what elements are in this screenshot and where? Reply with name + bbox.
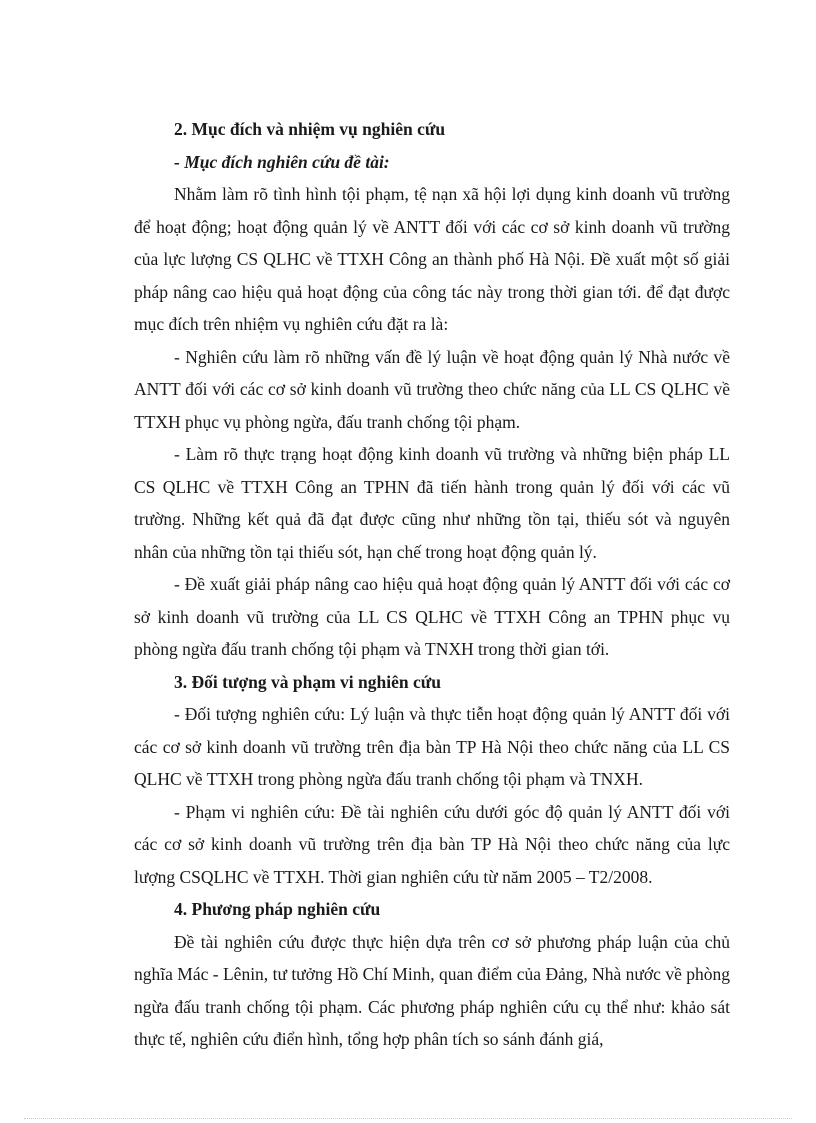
section-heading-methods: 4. Phương pháp nghiên cứu: [174, 899, 381, 919]
section-heading-scope: 3. Đối tượng và phạm vi nghiên cứu: [174, 671, 441, 692]
paragraph: - Nghiên cứu làm rõ những vấn đề lý luận về hoạt động quản lý Nhà nước về ANTT đối với các cơ sở kinh doanh vũ trường theo chức năng của LL CS QLHC về TTXH phục vụ phòng ngừa, đấu tranh chống tội phạm.: [134, 346, 730, 432]
section-heading-purpose: 2. Mục đích và nhiệm vụ nghiên cứu: [174, 119, 446, 139]
document-body: [134, 113, 730, 1056]
paragraph: Đề tài nghiên cứu được thực hiện dựa trên cơ sở phương pháp luận của chủ nghĩa Mác - Lênin, tư tưởng Hồ Chí Minh, quan điểm của Đảng, Nhà nước về phòng ngừa đấu tranh chống tội phạm. Các phương pháp nghiên cứu cụ thể như: khảo sát thực tế, nghiên cứu điển hình, tổng hợp phân tích so sánh đánh giá,: [134, 931, 730, 1049]
paragraph: - Phạm vi nghiên cứu: Đề tài nghiên cứu dưới góc độ quản lý ANTT đối với các cơ sở kinh doanh vũ trường trên địa bàn TP Hà Nội theo chức năng của lực lượng CSQLHC về TTXH. Thời gian nghiên cứu từ năm 2005 – T2/2008.: [134, 801, 730, 887]
paragraph: - Đề xuất giải pháp nâng cao hiệu quả hoạt động quản lý ANTT đối với các cơ sở kinh doanh vũ trường của LL CS QLHC về TTXH Công an TPHN phục vụ phòng ngừa đấu tranh chống tội phạm và TNXH trong thời gian tới.: [134, 574, 730, 659]
paragraph: - Đối tượng nghiên cứu: Lý luận và thực tiễn hoạt động quản lý ANTT đối với các cơ sở kinh doanh vũ trường trên địa bàn TP Hà Nội theo chức năng của LL CS QLHC về TTXH trong phòng ngừa đấu tranh chống tội phạm và TNXH.: [134, 704, 730, 789]
page-bottom-divider: [24, 1118, 792, 1119]
subheading-research-purpose: - Mục đích nghiên cứu đề tài:: [174, 151, 390, 172]
paragraph: - Làm rõ thực trạng hoạt động kinh doanh vũ trường và những biện pháp LL CS QLHC về TTXH Công an TPHN đã tiến hành trong quản lý đối với các vũ trường. Những kết quả đã đạt được cũng như những tồn tại, thiếu sót và nguyên nhân của những tồn tại thiếu sót, hạn chế trong hoạt động quản lý.: [134, 444, 730, 562]
paragraph: Nhằm làm rõ tình hình tội phạm, tệ nạn xã hội lợi dụng kinh doanh vũ trường để hoạt động; hoạt động quản lý về ANTT đối với các cơ sở kinh doanh vũ trường của lực lượng CS QLHC về TTXH Công an thành phố Hà Nội. Đề xuất một số giải pháp nâng cao hiệu quả hoạt động của công tác này trong thời gian tới. để đạt được mục đích trên nhiệm vụ nghiên cứu đặt ra là:: [134, 184, 730, 334]
